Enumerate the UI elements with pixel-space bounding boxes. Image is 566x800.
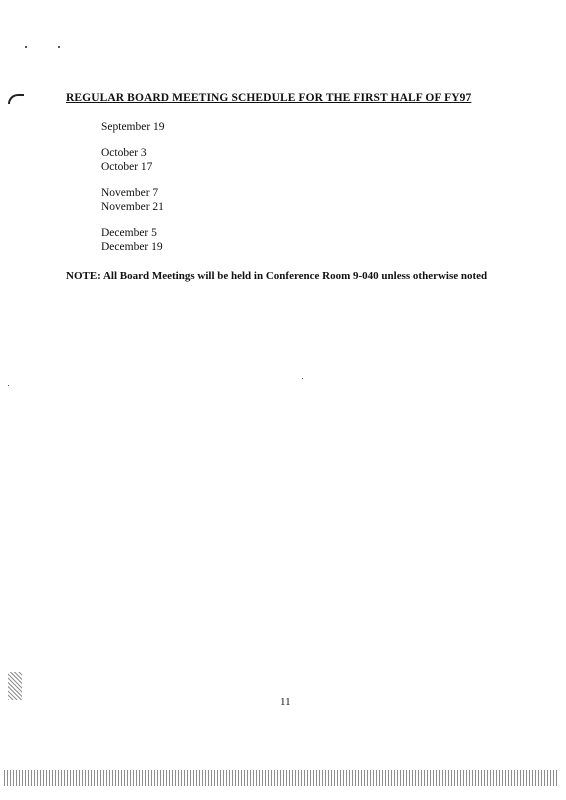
meeting-date: December 5 xyxy=(101,227,157,239)
scan-noise-strip xyxy=(4,770,558,786)
scan-speck xyxy=(8,385,9,386)
meeting-date: November 21 xyxy=(101,201,164,213)
meeting-date: October 17 xyxy=(101,161,153,173)
meeting-location-note: NOTE: All Board Meetings will be held in Conference Room 9-040 unless otherwise noted xyxy=(66,270,488,282)
scan-mark xyxy=(8,94,24,104)
page-number: 11 xyxy=(280,696,291,708)
schedule-group-november xyxy=(101,186,165,214)
meeting-date: November 7 xyxy=(101,187,159,199)
schedule-group-september xyxy=(101,120,165,134)
meeting-date: October 3 xyxy=(101,147,147,159)
schedule-group-october xyxy=(101,146,165,174)
meeting-date: December 19 xyxy=(101,241,163,253)
meeting-date: September 19 xyxy=(101,121,165,133)
scan-speck xyxy=(25,46,27,48)
scan-speck xyxy=(58,46,60,48)
document-title: REGULAR BOARD MEETING SCHEDULE FOR THE FIRST HALF OF FY97 xyxy=(66,92,472,104)
meeting-schedule xyxy=(101,120,165,266)
scan-noise xyxy=(8,672,22,700)
scan-speck xyxy=(302,378,303,379)
schedule-group-december xyxy=(101,226,165,254)
